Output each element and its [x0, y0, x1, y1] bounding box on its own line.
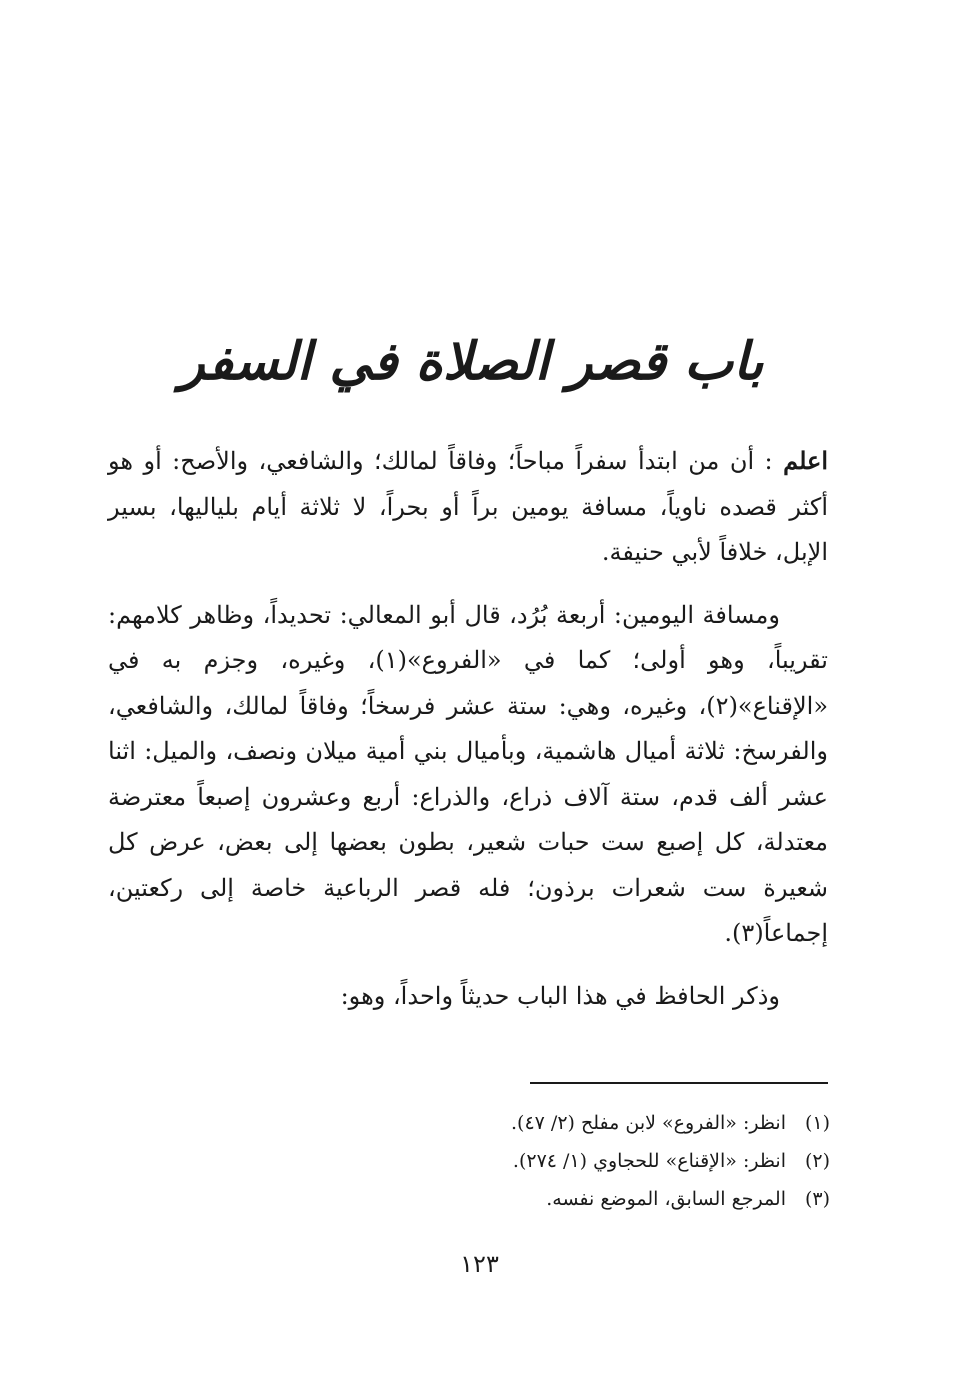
- paragraph-3: وذكر الحافظ في هذا الباب حديثاً واحداً، وهو:: [340, 981, 780, 1010]
- paragraph-lead-word: اعلم: [783, 446, 828, 475]
- footnote-text: انظر: «الفروع» لابن مفلح (٢/ ٤٧).: [510, 1112, 786, 1134]
- footnote-number: (١): [804, 1112, 830, 1134]
- chapter-title: باب قصر الصلاة في السفر: [179, 331, 764, 392]
- footnote-text: المرجع السابق، الموضع نفسه.: [546, 1188, 786, 1210]
- paragraph-1: [108, 438, 828, 576]
- main-text: [108, 438, 828, 1036]
- footnote-divider: [530, 1082, 828, 1084]
- footnote-number: (٣): [804, 1188, 830, 1210]
- paragraph-2: ومسافة اليومين: أربعة بُرُد، قال أبو المعالي: تحديداً، وظاهر كلامهم: تقريباً، وهو أولى؛ كما في «الفروع»(١)، وغيره، وجزم به في «الإقناع»(٢)، وغيره، وهي: ستة عشر فرسخاً؛ وفاقاً لمالك، والشافعي، والفرسخ: ثلاثة أميال هاشمية، وبأميال بني أمية ميلان ونصف، والميل: اثنا عشر ألف قدم، ستة آلاف ذراع، والذراع: أربع وعشرون إصبعاً معترضة معتدلة، كل إصبع ست حبات شعير، بطون بعضها إلى بعض، عرض كل شعيرة ست شعرات برذون؛ فله قصر الرباعية خاصة إلى ركعتين، إجماعاً(٣).: [108, 600, 828, 947]
- page-number: ١٢٣: [460, 1250, 499, 1278]
- footnote-text: انظر: «الإقناع» للحجاوي (١/ ٢٧٤).: [512, 1150, 786, 1172]
- paragraph-1-text: : أن من ابتدأ سفراً مباحاً؛ وفاقاً لمالك؛ والشافعي، والأصح: أو هو أكثر قصده ناوياً، مسافة يومين براً أو بحراً، لا ثلاثة أيام بلياليها، بسير الإبل، خلافاً لأبي حنيفة.: [108, 447, 828, 566]
- footnotes: [108, 1104, 830, 1218]
- footnote-3: [108, 1180, 830, 1218]
- footnote-2: [108, 1142, 830, 1180]
- footnote-number: (٢): [804, 1150, 830, 1172]
- footnote-1: [108, 1104, 830, 1142]
